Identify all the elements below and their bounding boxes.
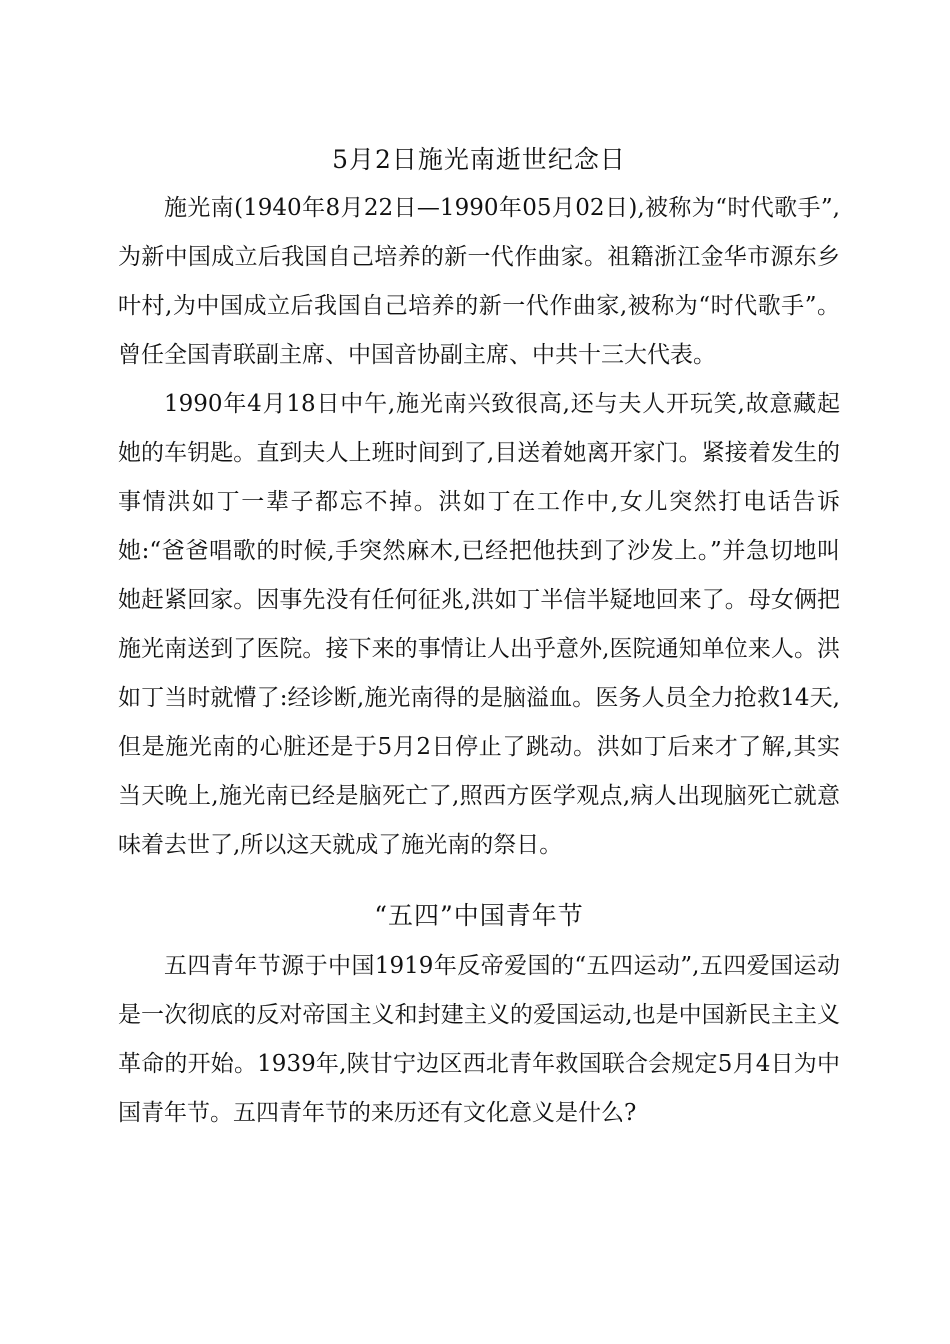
section-shi-guangnan	[118, 140, 840, 870]
paragraph: 1990年4月18日中午,施光南兴致很高,还与夫人开玩笑,故意藏起她的车钥匙。直到夫人上班时间到了,目送着她离开家门。紧接着发生的事情洪如丁一辈子都忘不掉。洪如丁在工作中,女儿突然打电话告诉她:“爸爸唱歌的时候,手突然麻木,已经把他扶到了沙发上。”并急切地叫她赶紧回家。因事先没有任何征兆,洪如丁半信半疑地回来了。母女俩把施光南送到了医院。接下来的事情让人出乎意外,医院通知单位来人。洪如丁当时就懵了:经诊断,施光南得的是脑溢血。医务人员全力抢救14天,但是施光南的心脏还是于5月2日停止了跳动。洪如丁后来才了解,其实当天晚上,施光南已经是脑死亡了,照西方医学观点,病人出现脑死亡就意味着去世了,所以这天就成了施光南的祭日。	[118, 391, 840, 858]
document-page	[118, 140, 840, 1138]
section-title: 5月2日施光南逝世纪念日	[332, 145, 626, 174]
section-youth-day	[118, 896, 840, 1138]
section-title: “五四”中国青年节	[374, 901, 584, 930]
paragraph: 施光南(1940年8月22日—1990年05月02日),被称为“时代歌手”,为新中国成立后我国自己培养的新一代作曲家。祖籍浙江金华市源东乡叶村,为中国成立后我国自己培养的新一代作曲家,被称为“时代歌手”。曾任全国青联副主席、中国音协副主席、中共十三大代表。	[118, 195, 840, 368]
paragraph: 五四青年节源于中国1919年反帝爱国的“五四运动”,五四爱国运动是一次彻底的反对帝国主义和封建主义的爱国运动,也是中国新民主主义革命的开始。1939年,陕甘宁边区西北青年救国联合会规定5月4日为中国青年节。五四青年节的来历还有文化意义是什么?	[118, 953, 840, 1126]
